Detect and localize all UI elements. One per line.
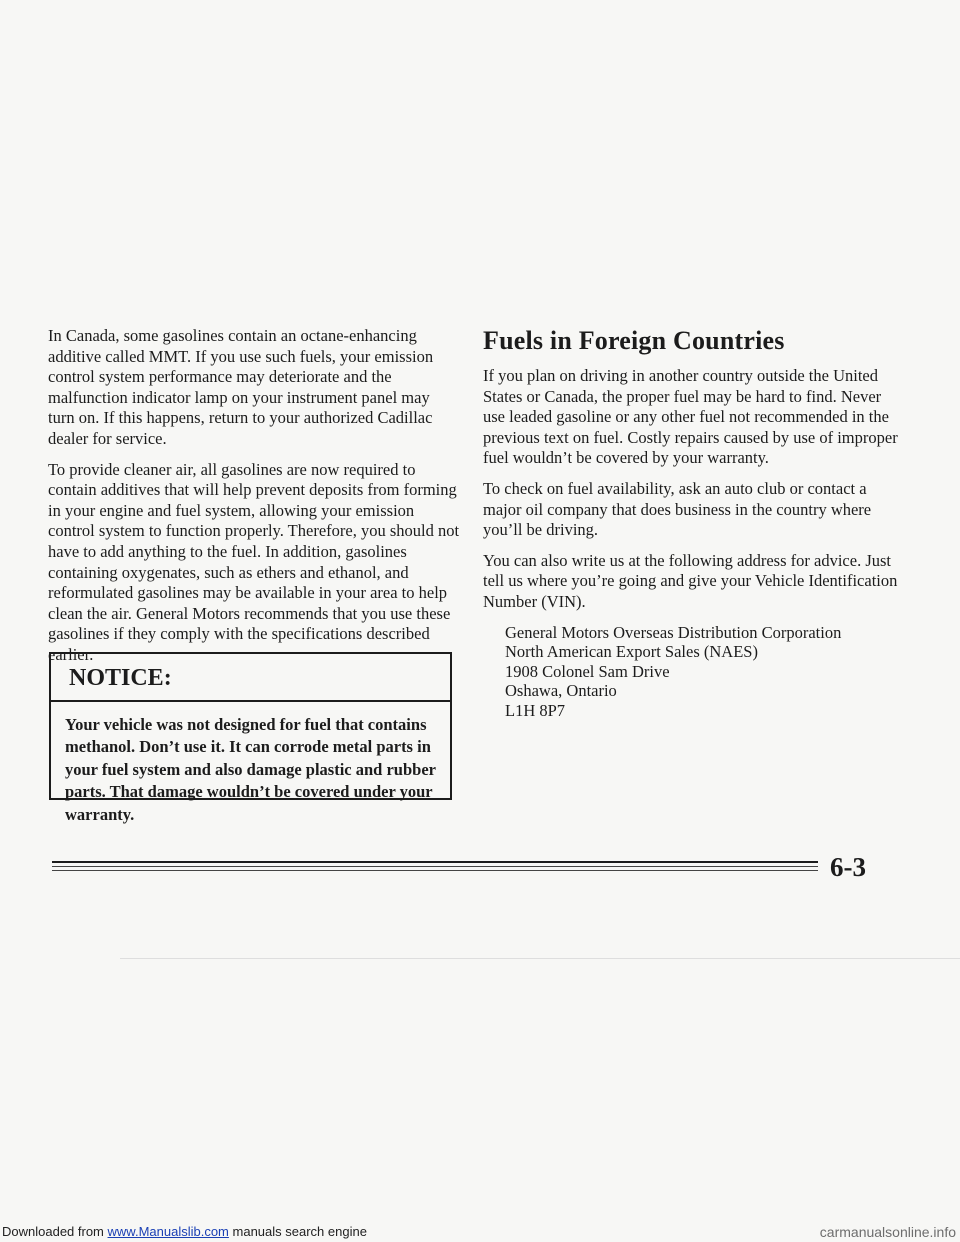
page-rule	[52, 861, 818, 874]
body-paragraph: In Canada, some gasolines contain an octane-enhancing additive called MMT. If you use such fuels, your emission control system performance may deteriorate and the malfunction indicator lamp on your instrument panel may turn on. If this happens, return to your authorized Cadillac dealer for service.	[48, 326, 434, 448]
section-heading: Fuels in Foreign Countries	[483, 326, 785, 355]
manualslib-link[interactable]: www.Manualslib.com	[107, 1224, 229, 1239]
body-paragraph: If you plan on driving in another country outside the United States or Canada, the proper fuel may be hard to find. Never use leaded gasoline or any other fuel not recommended in the previous text on fuel. Costly repairs caused by use of improper fuel wouldn’t be covered by your warranty.	[483, 366, 898, 468]
rule-line	[52, 861, 818, 863]
address-line: 1908 Colonel Sam Drive	[505, 661, 670, 681]
address-line: L1H 8P7	[505, 700, 566, 720]
left-column	[48, 326, 460, 676]
rule-line	[52, 870, 818, 871]
page-number: 6-3	[830, 852, 866, 882]
watermark: carmanualsonline.info	[819, 1224, 956, 1240]
rule-line	[52, 866, 818, 867]
address-line: North American Export Sales (NAES)	[505, 642, 758, 662]
footer-suffix: manuals search engine	[232, 1224, 367, 1239]
notice-text: Your vehicle was not designed for fuel that contains methanol. Don’t use it. It can corrode metal parts in your fuel system and also damage plastic and rubber parts. That damage wouldn’t be covered under your warranty.	[65, 715, 436, 824]
address-line: Oshawa, Ontario	[505, 681, 617, 701]
notice-box	[49, 652, 452, 824]
mailing-address	[505, 623, 903, 721]
download-notice	[2, 1223, 367, 1241]
right-column	[483, 326, 903, 721]
footer	[2, 1223, 958, 1241]
divider	[120, 958, 960, 959]
body-paragraph: To provide cleaner air, all gasolines are now required to contain additives that will help prevent deposits from forming in your engine and fuel system, allowing your emission control system to function properly. Therefore, you should not have to add anything to the fuel. In addition, gasolines containing oxygenates, such as ethers and ethanol, and reformulated gasolines may be available in your area to help clean the air. General Motors recommends that you use these gasolines if they comply with the specifications described earlier.	[48, 459, 460, 664]
address-line: General Motors Overseas Distribution Corporation	[505, 622, 842, 642]
body-paragraph: You can also write us at the following address for advice. Just tell us where you’re going and give your Vehicle Identification Number (VIN).	[483, 550, 898, 611]
footer-prefix: Downloaded from	[2, 1224, 104, 1239]
notice-title: NOTICE:	[51, 654, 450, 702]
body-paragraph: To check on fuel availability, ask an auto club or contact a major oil company that does business in the country where you’ll be driving.	[483, 478, 872, 540]
